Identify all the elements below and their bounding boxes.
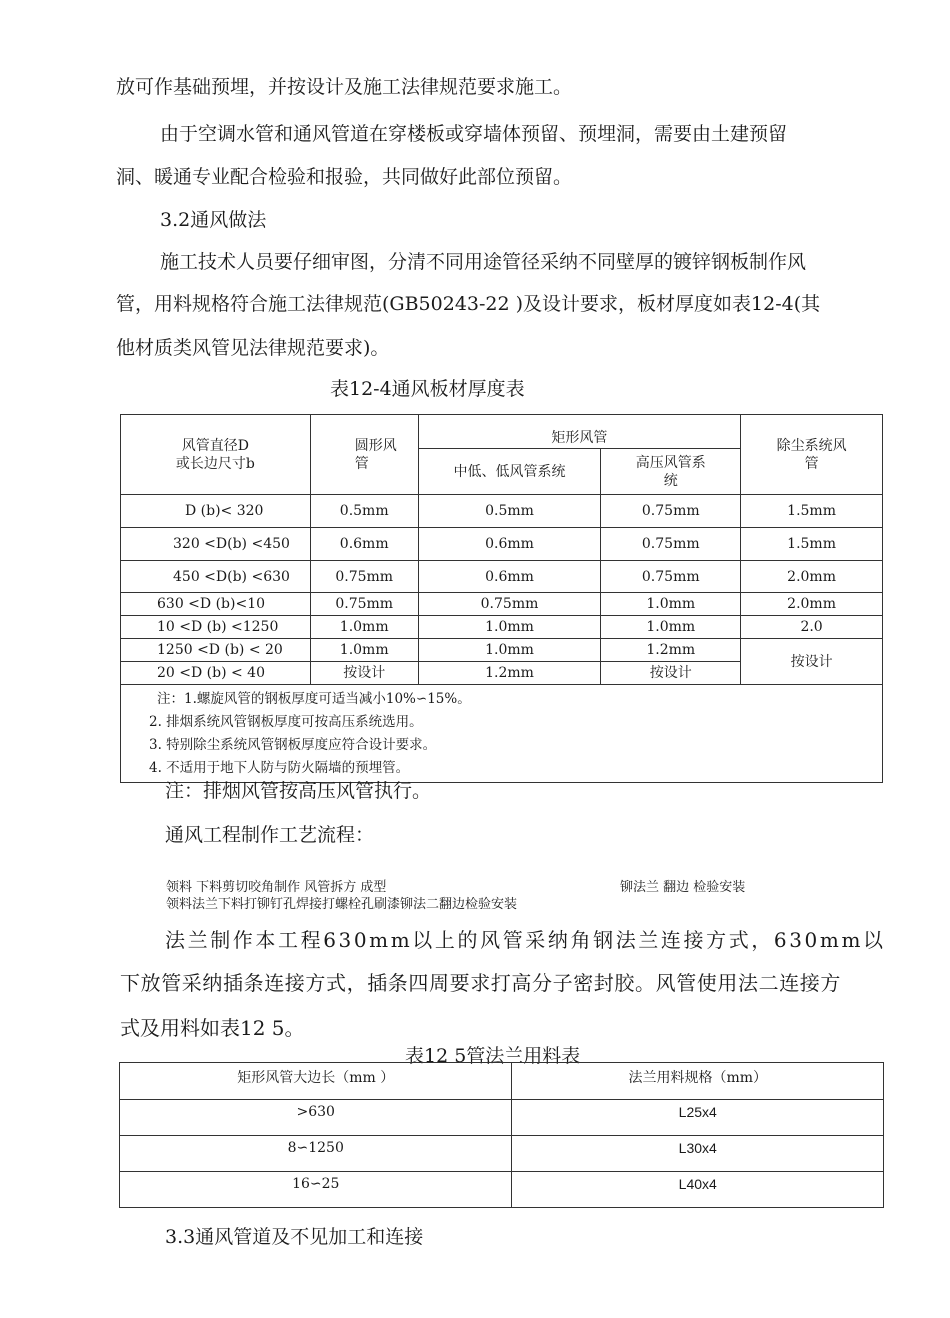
paragraph-line: 放可作基础预埋，并按设计及施工法律规范要求施工。 bbox=[116, 76, 573, 98]
cell-size: 16∽25 bbox=[120, 1172, 512, 1208]
paragraph-line: 管，用料规格符合施工法律规范(GB50243-22 )及设计要求，板材厚度如表12-4(其 bbox=[116, 293, 821, 315]
cell-low: 1.0mm bbox=[418, 639, 601, 662]
cell-spec: L25x4 bbox=[512, 1100, 884, 1136]
header-flange-spec: 法兰用料规格（mm） bbox=[512, 1063, 884, 1100]
table-caption: 表12-4通风板材厚度表 bbox=[330, 378, 525, 400]
cell-size: 1250 <D (b) < 20 bbox=[121, 639, 311, 662]
table-row bbox=[120, 1172, 884, 1208]
header-text: 圆形风 bbox=[354, 437, 397, 454]
cell-high: 0.75mm bbox=[601, 561, 741, 593]
cell-high: 1.0mm bbox=[601, 593, 741, 616]
section-heading: 3.3通风管道及不见加工和连接 bbox=[165, 1226, 424, 1248]
header-long-side: 矩形风管大边长（mm ） bbox=[120, 1063, 512, 1100]
header-text: 管 bbox=[354, 455, 369, 472]
paragraph-line: 由于空调水管和通风管道在穿楼板或穿墙体预留、预埋洞，需要由土建预留 bbox=[160, 123, 788, 145]
table-caption: 表12 5管法兰用料表 bbox=[405, 1045, 581, 1067]
cell-spec: L30x4 bbox=[512, 1136, 884, 1172]
paragraph-line: 他材质类风管见法律规范要求)。 bbox=[116, 337, 390, 359]
note-line: 注：1.螺旋风管的钢板厚度可适当减小10%∽15%。 bbox=[157, 691, 471, 707]
header-rect: 矩形风管 bbox=[418, 415, 741, 449]
cell-round: 1.0mm bbox=[310, 639, 418, 662]
paragraph-line: 法兰制作本工程630mm以上的风管采纳角钢法兰连接方式，630mm以 bbox=[165, 928, 886, 952]
header-text: 除尘系统风 bbox=[776, 437, 847, 454]
header-text: 风管直径D bbox=[181, 437, 249, 454]
cell-low: 0.5mm bbox=[418, 495, 601, 528]
table-row bbox=[121, 639, 883, 662]
header-text: 高压风管系 bbox=[635, 454, 706, 471]
cell-high: 1.2mm bbox=[601, 639, 741, 662]
cell-size: 10 <D (b) <1250 bbox=[121, 616, 311, 639]
table-row bbox=[121, 495, 883, 528]
table-row bbox=[121, 561, 883, 593]
header-text: 管 bbox=[804, 455, 819, 472]
cell-dust: 1.5mm bbox=[741, 495, 883, 528]
note-line: 4. 不适用于地下人防与防火隔墙的预埋管。 bbox=[149, 760, 410, 776]
cell-size: 20 <D (b) < 40 bbox=[121, 662, 311, 685]
cell-round: 0.75mm bbox=[310, 593, 418, 616]
cell-size: 8∽1250 bbox=[120, 1136, 512, 1172]
paragraph-line: 式及用料如表12 5。 bbox=[120, 1016, 305, 1040]
note-line: 3. 特别除尘系统风管钢板厚度应符合设计要求。 bbox=[149, 737, 437, 753]
cell-size: D (b)< 320 bbox=[121, 495, 311, 528]
section-heading: 3.2通风做法 bbox=[160, 209, 267, 231]
cell-dust: 1.5mm bbox=[741, 528, 883, 561]
note-line: 2. 排烟系统风管钢板厚度可按高压系统选用。 bbox=[149, 714, 423, 730]
cell-low: 1.0mm bbox=[418, 616, 601, 639]
cell-high: 0.75mm bbox=[601, 495, 741, 528]
note-text: 注：排烟风管按高压风管执行。 bbox=[165, 780, 432, 802]
flow-title: 通风工程制作工艺流程： bbox=[165, 824, 375, 846]
header-text: 或长边尺寸b bbox=[175, 455, 255, 472]
cell-high: 0.75mm bbox=[601, 528, 741, 561]
cell-round: 0.6mm bbox=[310, 528, 418, 561]
cell-high: 按设计 bbox=[601, 662, 741, 685]
plate-thickness-table bbox=[120, 414, 883, 783]
paragraph-line: 下放管采纳插条连接方式，插条四周要求打高分子密封胶。风管使用法二连接方 bbox=[120, 971, 841, 995]
header-round bbox=[310, 415, 418, 495]
header-diameter bbox=[121, 415, 311, 495]
cell-size: >630 bbox=[120, 1100, 512, 1136]
flange-material-table bbox=[119, 1062, 884, 1208]
header-high bbox=[601, 449, 741, 495]
cell-dust: 2.0mm bbox=[741, 561, 883, 593]
cell-dust: 2.0mm bbox=[741, 593, 883, 616]
cell-round: 0.75mm bbox=[310, 561, 418, 593]
cell-size: 630 <D (b)<10 bbox=[121, 593, 311, 616]
table-row bbox=[121, 616, 883, 639]
cell-spec: L40x4 bbox=[512, 1172, 884, 1208]
flow-line: 领料 下料剪切咬角制作 风管拆方 成型 bbox=[166, 880, 387, 895]
cell-dust-merged: 按设计 bbox=[741, 639, 883, 685]
cell-dust: 2.0 bbox=[741, 616, 883, 639]
cell-round: 按设计 bbox=[310, 662, 418, 685]
cell-size: 320 <D(b) <450 bbox=[121, 528, 311, 561]
cell-low: 0.6mm bbox=[418, 528, 601, 561]
cell-high: 1.0mm bbox=[601, 616, 741, 639]
table-notes bbox=[121, 685, 883, 783]
cell-low: 0.75mm bbox=[418, 593, 601, 616]
cell-round: 1.0mm bbox=[310, 616, 418, 639]
header-dust bbox=[741, 415, 883, 495]
cell-round: 0.5mm bbox=[310, 495, 418, 528]
header-text: 统 bbox=[663, 472, 678, 489]
flow-line: 铆法兰 翻边 检验安装 bbox=[620, 880, 746, 895]
flow-line: 领料法兰下料打铆钉孔焊接打螺栓孔刷漆铆法二翻边检验安装 bbox=[166, 897, 518, 912]
paragraph-line: 施工技术人员要仔细审图，分清不同用途管径采纳不同壁厚的镀锌钢板制作风 bbox=[160, 251, 807, 273]
table-row bbox=[120, 1100, 884, 1136]
header-low: 中低、低风管系统 bbox=[418, 449, 601, 495]
paragraph-line: 洞、暖通专业配合检验和报验，共同做好此部位预留。 bbox=[116, 166, 573, 188]
table-row bbox=[121, 593, 883, 616]
table-row bbox=[121, 528, 883, 561]
cell-size: 450 <D(b) <630 bbox=[121, 561, 311, 593]
cell-low: 0.6mm bbox=[418, 561, 601, 593]
cell-low: 1.2mm bbox=[418, 662, 601, 685]
table-row bbox=[120, 1136, 884, 1172]
